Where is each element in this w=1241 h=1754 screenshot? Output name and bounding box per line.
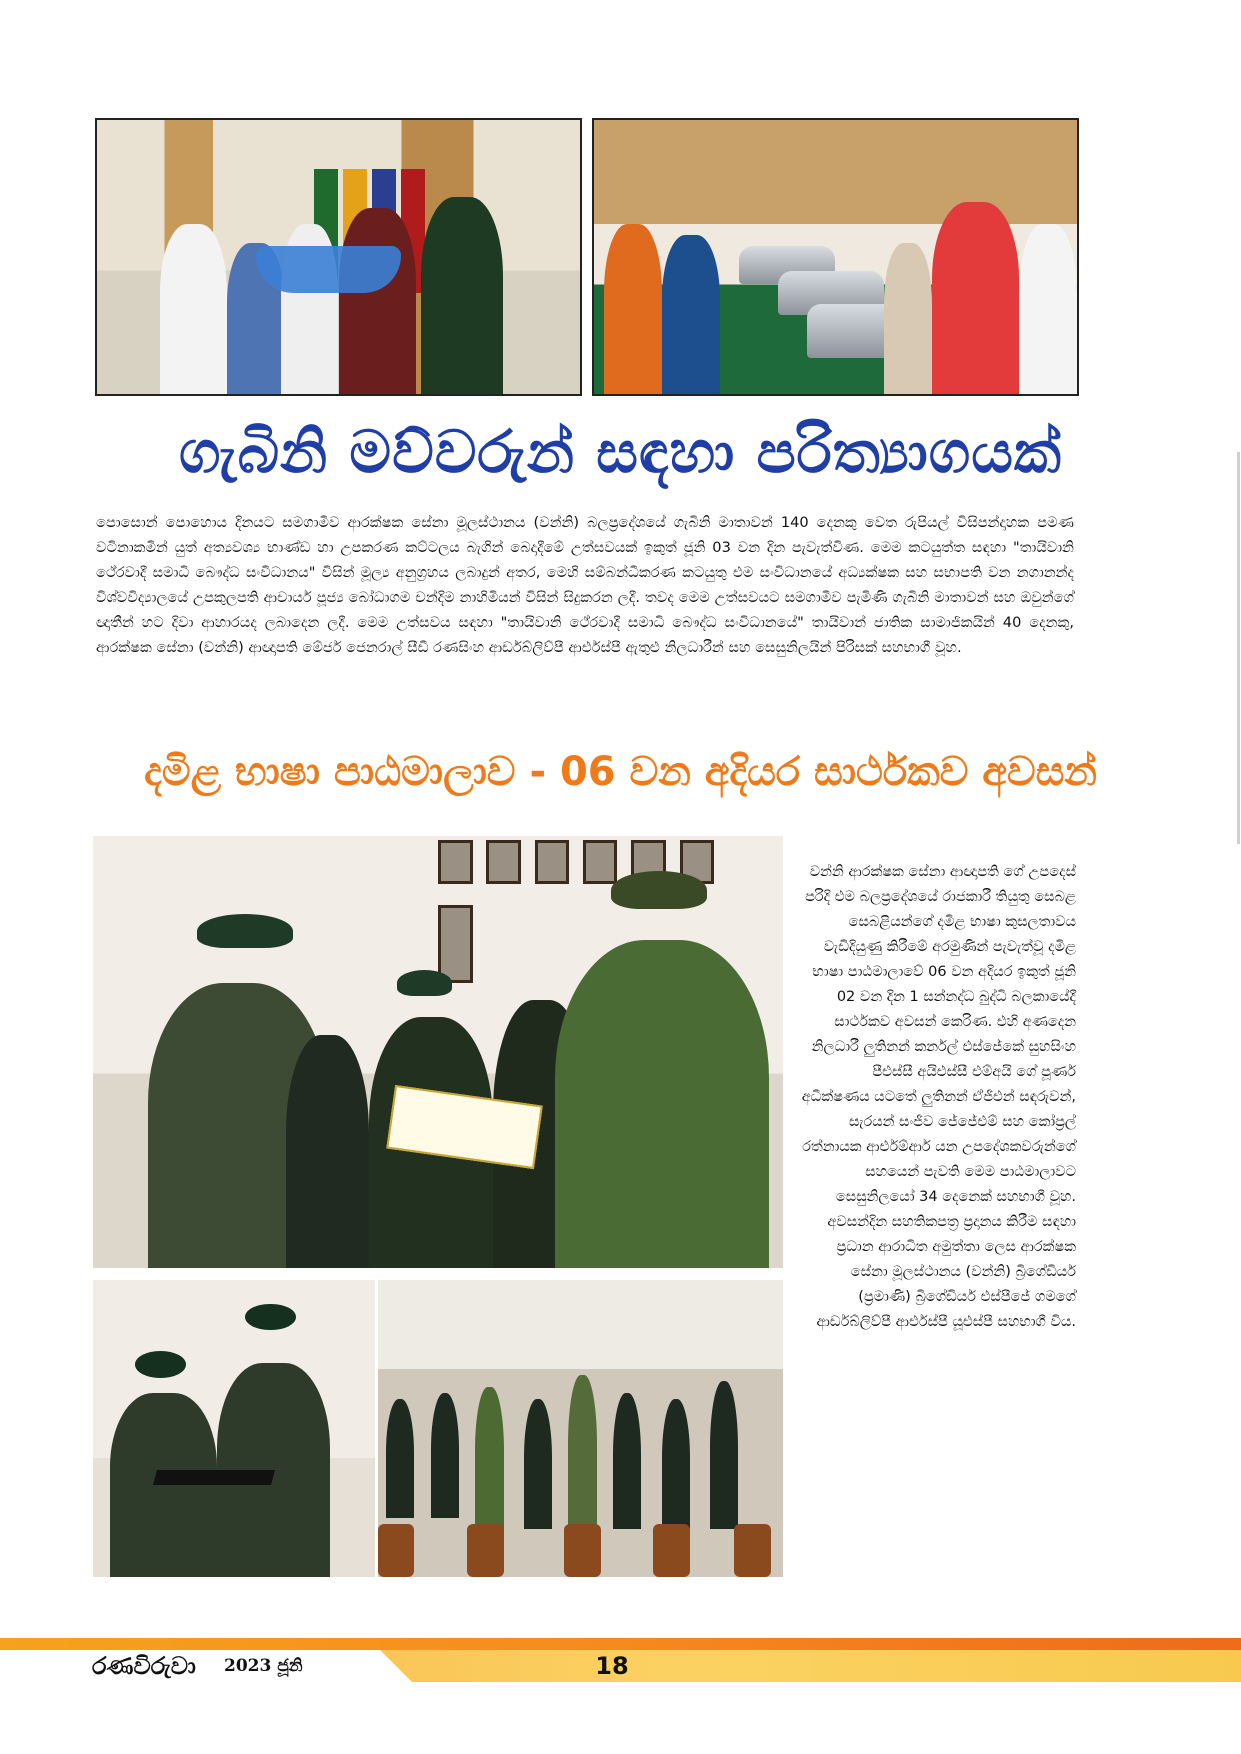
- footer-top-gap: [0, 1626, 1241, 1638]
- photo-course-participants: [378, 1280, 783, 1577]
- photo-donation-handover: [95, 118, 582, 396]
- article-body-donation: පොසොන් පොහොය දිනයට සමගාමීව ආරක්ෂක සේනා මූලස්ථානය (වන්නි) බලප්‍රදේශයේ ගැබිනි මාතාවන් 140 දෙනකු වෙත රුපියල් විසිපන්දාහක පමණ වටිනාකමින් යුත් අත්‍යවශ්‍ය භාණ්ඩ හා උපකරණ කට්ටලය බැගින් බෙදාදීමේ උත්සවයක් ඉකුත් ජූනි 03 වන දින පැවැත්විණ. මෙම කටයුත්ත සඳහා "තායිවානි ථේරවාදී සමාධි බෞද්ධ සංවිධානය" විසින් මූල්‍ය අනුග්‍රහය ලබාදුන් අතර, මෙහි සම්බන්ධීකරණ කටයුතු එම සංවිධානයේ අධ්‍යක්ෂක සහ සභාපති වන නගානන්ද විශ්වවිද්‍යාලයේ උපකුලපති ආචාර්ය පූජ්‍ය බෝධාගම චන්දිම නාහිමියන් විසින් සිදුකරන ලදී. තවද මෙම උත්සවයට සමගාමීව පැමිණි ගැබිනි මාතාවන් සහ ඔවුන්ගේ ඥාතීන් හට දිවා ආහාරයද ලබාදෙන ලදී. මෙම උත්සවය සඳහා "තායිවානි ථේරවාදී සමාධි බෞද්ධ සංවිධානයේ" තායිවාන් ජාතික සාමාජිකයින් 40 දෙනකු, ආරක්ෂක සේනා (වන්නි) ආඥාපති මේජර් ජෙනරාල් සීඩී රණසිංහ ආර්ඩබ්ලිව්පී ආර්එස්පී ඇතුළු නිලධාරීන් සහ සෙසුනිලයින් පිරිසක් සහභාගී වූහ.: [96, 514, 1075, 657]
- article-title-tamil-course: දමිළ භාෂා පාඨමාලාව - 06 වන අදියර සාර්ථකව අවසන්: [144, 749, 1097, 795]
- article-title-donation: ගැබිනි මව්වරුන් සඳහා පරිත්‍යාගයක්: [178, 418, 1063, 486]
- footer-label-area: [0, 1650, 412, 1682]
- photo-lunch-buffet: [592, 118, 1079, 396]
- photo-speaker-microphone: [93, 1280, 375, 1577]
- magazine-name: රණවිරුවා: [92, 1652, 196, 1680]
- article-body-tamil-course: වන්නි ආරක්ෂක සේනා ආඥාපති ගේ උපදෙස් පරිදි එම බලප්‍රදේශයේ රාජකාරී තියුතු සෙබළ සෙබළියන්ගේ දමිළ භාෂා කුසලතාවය වැඩිදියුණු කිරීමේ අරමුණින් පැවැත්වූ දමිළ භාෂා පාඨමාලාවේ 06 වන අදියර ඉකුත් ජූනි 02 වන දින 1 සන්නද්ධ බුද්ධි බලකායේදී සාර්ථකව අවසන් කෙරිණ. එහි අණදෙන නිලධාරී ලුතිනන් කර්නල් එස්ජේකේ සුහසිංහ පීඑස්සී අයිඑස්සී එම්අයි ගේ පූර්ණ අධීක්ෂණය යටතේ ලුතිනන් ඒජීඑන් සඳරුවන්, සැරයන් සංජීව ජේජේඑම් සහ කෝප්‍රල් රත්නායක ආර්එම්ආර් යන උපදේශකවරුන්ගේ සහයෙන් පැවති මෙම පාඨමාලාවට සෙසුනිලයෝ 34 දෙනෙක් සහභාගී වූහ. අවසන්දින සහතිකපත්‍ර ප්‍රදානය කිරීම සඳහා ප්‍රධාන ආරාධිත අමුත්තා ලෙස ආරක්ෂක සේනා මූලස්ථානය (වන්නි) බ්‍රිගේඩියර් (ප්‍රමාණි) බ්‍රිගේඩියර් එස්පීජේ ගමගේ ආර්ඩබ්ලිව්පී ආර්එස්පී යූඑස්පී සහභාගී විය.: [801, 864, 1076, 1330]
- footer-bottom-margin: [0, 1682, 1241, 1754]
- issue-date: 2023 ජූනි: [224, 1656, 303, 1676]
- page-number: 18: [595, 1652, 629, 1680]
- photo-certificate-award: [93, 836, 783, 1268]
